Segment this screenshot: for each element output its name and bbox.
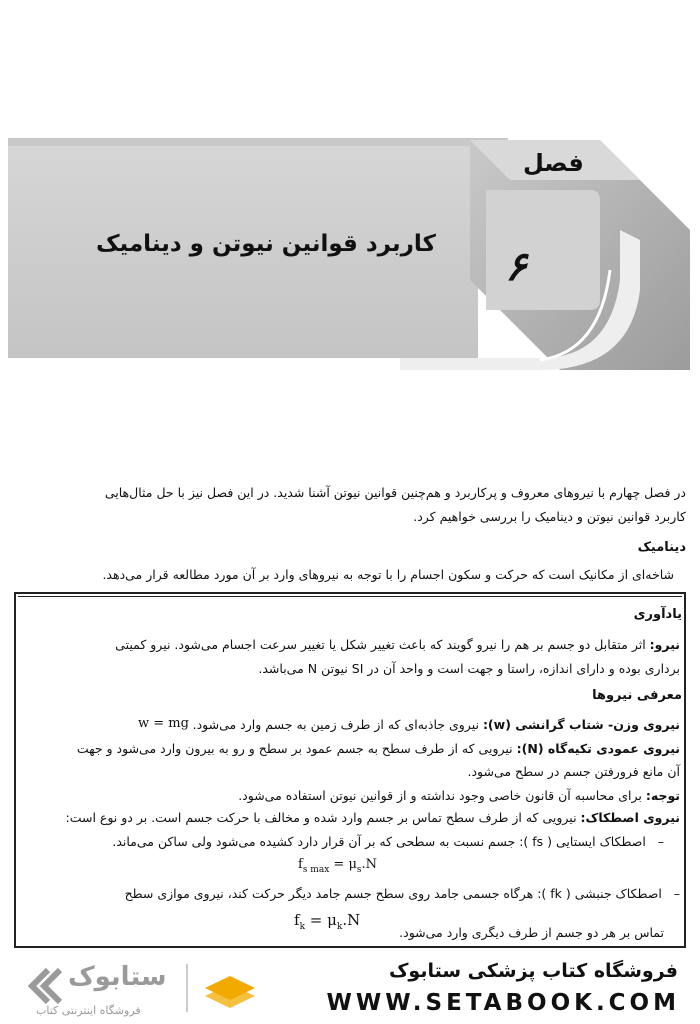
weight-line	[193, 714, 680, 736]
logo-tagline: فروشگاه اینترنتی کتاب	[36, 1004, 141, 1017]
bullet-dash: –	[665, 886, 680, 901]
shop-name: فروشگاه کتاب پزشکی ستابوک	[388, 960, 678, 982]
weight-text: نیروی جاذبه‌ای که از طرف زمین به جسم وارد می‌شود.	[192, 717, 479, 732]
force-text: اثر متقابل دو جسم بر هم را نیرو گویند که باعث تغییر شکل یا تغییر سرعت اجسام می‌شود. نیرو کمیتی	[115, 637, 646, 652]
friction-text: نیرویی که از طرف سطح تماس بر جسم وارد شده و مخالف با حرکت جسم است. بر دو نوع است:	[65, 810, 577, 825]
dynamics-heading: دینامیک	[637, 540, 686, 555]
logo-text: ستابوک	[68, 962, 167, 992]
static-label: اصطکاک ایستایی ( fs ):	[519, 834, 646, 849]
normal-line-1	[77, 738, 680, 760]
static-text: جسم نسبت به سطحی که بر آن قرار دارد کشیده می‌شود ولی ساکن می‌ماند.	[112, 834, 516, 849]
static-formula: $f_{s max} = \mu_s.N$	[298, 857, 378, 875]
kinetic-line-2: تماس بر هر دو جسم از طرف دیگری وارد می‌شود.	[399, 925, 664, 940]
normal-text: نیرویی که از طرف سطح به جسم عمود بر سطح و رو به بیرون وارد می‌شود و جهت	[76, 741, 513, 756]
static-friction-line	[112, 831, 664, 853]
forces-heading: معرفی نیروها	[592, 688, 682, 703]
force-line-2: برداری بوده و دارای اندازه، راستا و جهت است و واحد آن در SI نیوتن N می‌باشد.	[258, 661, 680, 676]
dynamics-definition: شاخه‌ای از مکانیک است که حرکت و سکون اجسام را با توجه به نیروهای وارد بر آن مورد مطالعه قرار می‌دهد.	[102, 567, 674, 582]
chapter-number: ۶	[505, 244, 527, 290]
force-label: نیرو:	[649, 637, 680, 652]
intro-line-1: در فصل چهارم با نیروهای معروف و پرکاربرد و هم‌چنین قوانین نیوتن آشنا شدید. در این فصل نیز با حل مثال‌هایی	[104, 485, 686, 500]
kinetic-line-1	[125, 883, 680, 905]
intro-line-2: کاربرد قوانین نیوتن و دینامیک را بررسی خواهیم کرد.	[413, 509, 686, 524]
normal-label: نیروی عمودی تکیه‌گاه (N):	[516, 741, 680, 756]
weight-formula: w = mg	[138, 716, 189, 731]
reminder-heading: یادآوری	[633, 607, 682, 622]
weight-label: نیروی وزن- شتاب گرانشی (w):	[482, 717, 680, 732]
bullet-dash: –	[649, 834, 664, 849]
friction-label: نیروی اصطکاک:	[580, 810, 680, 825]
note-text: برای محاسبه آن قانون خاصی وجود نداشته و از قوانین نیوتن استفاده می‌شود.	[238, 788, 642, 803]
shop-url[interactable]: WWW.SETABOOK.COM	[326, 990, 680, 1016]
friction-line	[65, 807, 680, 829]
kinetic-text: هرگاه جسمی جامد روی سطح جسم جامد دیگر حرکت کند، نیروی موازی سطح	[124, 886, 534, 901]
kinetic-label: اصطکاک جنبشی ( fk ):	[537, 886, 662, 901]
chapter-label: فصل	[523, 149, 584, 177]
normal-line-2: آن مانع فرورفتن جسم در سطح می‌شود.	[467, 764, 680, 779]
note-line	[238, 785, 680, 807]
chapter-title: کاربرد قوانین نیوتن و دینامیک	[96, 231, 436, 257]
force-line-1	[115, 634, 680, 656]
note-label: توجه:	[645, 788, 680, 803]
kinetic-formula: $f_k = \mu_k.N$	[294, 911, 361, 932]
